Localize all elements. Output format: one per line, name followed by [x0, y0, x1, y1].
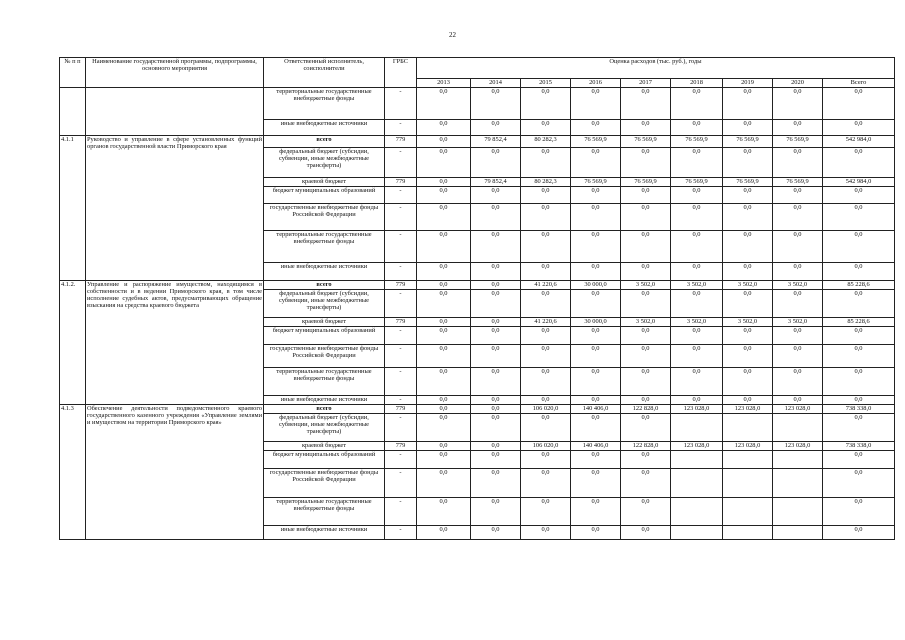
funding-source: иные внебюджетные источники [264, 526, 385, 540]
header-name: Наименование государственной программы, подпрограммы, основного мероприятия [86, 58, 264, 88]
expense-value: 0,0 [571, 187, 621, 204]
expense-value: 0,0 [471, 405, 521, 414]
expense-value: 0,0 [671, 263, 723, 281]
expense-value: 0,0 [571, 204, 621, 231]
expense-value: 0,0 [471, 526, 521, 540]
expense-value: 76 569,9 [671, 136, 723, 148]
expense-value: 76 569,9 [723, 178, 773, 187]
expense-value: 738 338,0 [823, 405, 895, 414]
grbs-code: - [385, 526, 417, 540]
grbs-code: - [385, 345, 417, 368]
expense-value: 0,0 [417, 451, 471, 469]
budget-table [59, 57, 895, 540]
measure-number: 4.1.1 [60, 136, 86, 281]
expense-value: 0,0 [521, 469, 571, 498]
grbs-code: - [385, 187, 417, 204]
expense-value: 0,0 [417, 88, 471, 120]
expense-value: 85 228,6 [823, 318, 895, 327]
expense-value: 0,0 [417, 281, 471, 290]
expense-value: 0,0 [521, 345, 571, 368]
expense-value: 0,0 [773, 290, 823, 318]
expense-value [671, 451, 723, 469]
expense-value: 0,0 [417, 345, 471, 368]
expense-value: 123 028,0 [773, 405, 823, 414]
expense-value: 0,0 [521, 396, 571, 405]
header-year: 2019 [723, 79, 773, 88]
expense-value: 0,0 [823, 327, 895, 345]
table-body [60, 88, 895, 540]
expense-value: 0,0 [773, 396, 823, 405]
expense-value: 0,0 [521, 204, 571, 231]
expense-value: 0,0 [471, 442, 521, 451]
expense-value: 123 028,0 [671, 442, 723, 451]
expense-value: 3 502,0 [621, 318, 671, 327]
expense-value: 0,0 [471, 327, 521, 345]
expense-value: 0,0 [723, 396, 773, 405]
expense-value: 0,0 [571, 396, 621, 405]
expense-value: 0,0 [417, 368, 471, 396]
expense-value: 76 569,9 [773, 178, 823, 187]
table-row [60, 88, 895, 120]
expense-value: 41 220,6 [521, 318, 571, 327]
expense-value: 0,0 [571, 148, 621, 178]
expense-value: 0,0 [471, 263, 521, 281]
expense-value: 0,0 [521, 187, 571, 204]
grbs-code: - [385, 327, 417, 345]
measure-name: Управление и распоряжение имуществом, находящимся в собственности и в ведении Приморского края, в том числе исполнение судебных актов, предусматривающих обращение взыскания на средства краевого бюджета [86, 281, 264, 405]
expense-value [671, 526, 723, 540]
page-number: 22 [449, 31, 456, 39]
expense-value: 0,0 [823, 526, 895, 540]
header-year: 2014 [471, 79, 521, 88]
header-expenses: Оценка расходов (тыс. руб.), годы [417, 58, 895, 79]
expense-value: 0,0 [723, 263, 773, 281]
expense-value: 0,0 [521, 290, 571, 318]
expense-value: 0,0 [571, 345, 621, 368]
expense-value: 0,0 [621, 231, 671, 263]
expense-value [671, 498, 723, 526]
expense-value: 0,0 [773, 263, 823, 281]
expense-value: 0,0 [471, 88, 521, 120]
expense-value: 79 852,4 [471, 136, 521, 148]
expense-value: 106 020,0 [521, 405, 571, 414]
expense-value: 30 000,0 [571, 281, 621, 290]
expense-value: 3 502,0 [671, 281, 723, 290]
funding-source: государственные внебюджетные фонды Российской Федерации [264, 204, 385, 231]
expense-value: 0,0 [417, 405, 471, 414]
expense-value: 0,0 [621, 414, 671, 442]
expense-value: 0,0 [571, 120, 621, 136]
expense-value: 0,0 [671, 231, 723, 263]
expense-value: 0,0 [521, 148, 571, 178]
expense-value: 0,0 [417, 498, 471, 526]
grbs-code: 779 [385, 136, 417, 148]
expense-value: 79 852,4 [471, 178, 521, 187]
expense-value: 0,0 [621, 290, 671, 318]
expense-value: 0,0 [621, 120, 671, 136]
funding-source: территориальные государственные внебюджетные фонды [264, 231, 385, 263]
expense-value: 0,0 [521, 526, 571, 540]
expense-value: 0,0 [471, 148, 521, 178]
expense-value: 0,0 [417, 187, 471, 204]
header-year: 2013 [417, 79, 471, 88]
expense-value: 0,0 [571, 368, 621, 396]
grbs-code: - [385, 231, 417, 263]
expense-value: 0,0 [417, 231, 471, 263]
expense-value: 140 406,0 [571, 405, 621, 414]
grbs-code: - [385, 88, 417, 120]
expense-value: 0,0 [773, 345, 823, 368]
expense-value: 0,0 [723, 290, 773, 318]
expense-value: 41 220,6 [521, 281, 571, 290]
expense-value: 0,0 [417, 318, 471, 327]
table-row [60, 405, 895, 414]
expense-value: 0,0 [471, 396, 521, 405]
funding-source: иные внебюджетные источники [264, 120, 385, 136]
expense-value: 0,0 [823, 469, 895, 498]
expense-value: 0,0 [773, 187, 823, 204]
expense-value: 0,0 [471, 120, 521, 136]
expense-value: 123 028,0 [723, 405, 773, 414]
expense-value: 0,0 [621, 204, 671, 231]
expense-value: 0,0 [621, 327, 671, 345]
expense-value: 0,0 [823, 187, 895, 204]
expense-value: 0,0 [621, 88, 671, 120]
expense-value: 3 502,0 [671, 318, 723, 327]
expense-value: 0,0 [571, 414, 621, 442]
expense-value: 0,0 [671, 290, 723, 318]
expense-value: 80 282,3 [521, 136, 571, 148]
funding-source: всего [264, 405, 385, 414]
expense-value: 0,0 [521, 414, 571, 442]
expense-value [773, 414, 823, 442]
funding-source: краевой бюджет [264, 178, 385, 187]
expense-value: 0,0 [773, 204, 823, 231]
expense-value: 140 406,0 [571, 442, 621, 451]
expense-value: 0,0 [621, 498, 671, 526]
expense-value: 0,0 [471, 469, 521, 498]
expense-value: 0,0 [417, 526, 471, 540]
expense-value: 0,0 [671, 120, 723, 136]
expense-value: 0,0 [471, 290, 521, 318]
expense-value: 0,0 [823, 451, 895, 469]
expense-value: 0,0 [521, 368, 571, 396]
expense-value: 0,0 [621, 469, 671, 498]
expense-value: 0,0 [621, 187, 671, 204]
expense-value: 106 020,0 [521, 442, 571, 451]
funding-source: иные внебюджетные источники [264, 263, 385, 281]
funding-source: бюджет муниципальных образований [264, 187, 385, 204]
table-row [60, 136, 895, 148]
expense-value: 0,0 [773, 231, 823, 263]
expense-value: 0,0 [773, 368, 823, 396]
expense-value: 122 828,0 [621, 442, 671, 451]
funding-source: иные внебюджетные источники [264, 396, 385, 405]
grbs-code: - [385, 120, 417, 136]
expense-value: 76 569,9 [571, 178, 621, 187]
expense-value [723, 414, 773, 442]
expense-value: 30 000,0 [571, 318, 621, 327]
expense-value: 0,0 [773, 88, 823, 120]
expense-value: 0,0 [621, 396, 671, 405]
expense-value: 0,0 [723, 204, 773, 231]
expense-value: 123 028,0 [773, 442, 823, 451]
funding-source: государственные внебюджетные фонды Российской Федерации [264, 345, 385, 368]
expense-value: 76 569,9 [773, 136, 823, 148]
expense-value: 0,0 [471, 345, 521, 368]
expense-value: 0,0 [823, 231, 895, 263]
expense-value: 0,0 [521, 451, 571, 469]
expense-value [671, 414, 723, 442]
grbs-code: - [385, 263, 417, 281]
grbs-code: 779 [385, 318, 417, 327]
expense-value: 0,0 [823, 290, 895, 318]
expense-value [773, 451, 823, 469]
expense-value: 0,0 [471, 414, 521, 442]
expense-value: 3 502,0 [773, 281, 823, 290]
expense-value: 0,0 [417, 148, 471, 178]
header-year: 2018 [671, 79, 723, 88]
expense-value: 0,0 [521, 327, 571, 345]
grbs-code: 779 [385, 281, 417, 290]
header-year: 2015 [521, 79, 571, 88]
expense-value: 3 502,0 [723, 318, 773, 327]
expense-value [723, 469, 773, 498]
expense-value: 122 828,0 [621, 405, 671, 414]
expense-value: 0,0 [671, 396, 723, 405]
grbs-code: - [385, 498, 417, 526]
measure-name [86, 88, 264, 136]
expense-value: 0,0 [621, 368, 671, 396]
expense-value: 0,0 [471, 231, 521, 263]
expense-value: 0,0 [571, 327, 621, 345]
expense-value [671, 469, 723, 498]
expense-value: 76 569,9 [621, 178, 671, 187]
expense-value: 0,0 [723, 148, 773, 178]
expense-value: 0,0 [671, 204, 723, 231]
measure-number: 4.1.3 [60, 405, 86, 540]
expense-value: 0,0 [471, 318, 521, 327]
funding-source: бюджет муниципальных образований [264, 451, 385, 469]
expense-value: 0,0 [773, 327, 823, 345]
expense-value: 0,0 [471, 451, 521, 469]
funding-source: государственные внебюджетные фонды Российской Федерации [264, 469, 385, 498]
grbs-code: - [385, 451, 417, 469]
expense-value: 0,0 [417, 204, 471, 231]
expense-value: 0,0 [417, 263, 471, 281]
expense-value [723, 498, 773, 526]
expense-value: 0,0 [723, 231, 773, 263]
funding-source: федеральный бюджет (субсидии, субвенции, иные межбюджетные трансферты) [264, 290, 385, 318]
expense-value: 76 569,9 [723, 136, 773, 148]
expense-value: 0,0 [521, 88, 571, 120]
expense-value: 0,0 [571, 469, 621, 498]
grbs-code: - [385, 148, 417, 178]
expense-value: 0,0 [621, 263, 671, 281]
funding-source: бюджет муниципальных образований [264, 327, 385, 345]
grbs-code: - [385, 469, 417, 498]
expense-value: 0,0 [417, 396, 471, 405]
expense-value: 0,0 [671, 368, 723, 396]
expense-value: 76 569,9 [621, 136, 671, 148]
expense-value: 0,0 [571, 526, 621, 540]
expense-value: 0,0 [571, 290, 621, 318]
expense-value: 0,0 [823, 204, 895, 231]
measure-number [60, 88, 86, 136]
expense-value: 0,0 [417, 469, 471, 498]
expense-value: 0,0 [671, 187, 723, 204]
expense-value: 0,0 [417, 136, 471, 148]
header-year: 2020 [773, 79, 823, 88]
expense-value: 3 502,0 [621, 281, 671, 290]
expense-value [723, 526, 773, 540]
funding-source: всего [264, 281, 385, 290]
expense-value: 0,0 [571, 231, 621, 263]
grbs-code: - [385, 290, 417, 318]
expense-value: 0,0 [571, 498, 621, 526]
expense-value: 0,0 [773, 148, 823, 178]
header-no: № п п [60, 58, 86, 88]
expense-value: 0,0 [521, 231, 571, 263]
grbs-code: - [385, 368, 417, 396]
expense-value: 0,0 [823, 368, 895, 396]
expense-value: 76 569,9 [671, 178, 723, 187]
expense-value [723, 451, 773, 469]
expense-value: 0,0 [823, 498, 895, 526]
expense-value [773, 526, 823, 540]
grbs-code: 779 [385, 178, 417, 187]
expense-value: 0,0 [621, 345, 671, 368]
expense-value: 0,0 [671, 88, 723, 120]
expense-value: 0,0 [723, 327, 773, 345]
expense-value: 0,0 [471, 187, 521, 204]
expense-value: 3 502,0 [773, 318, 823, 327]
expense-value: 0,0 [823, 148, 895, 178]
measure-name: Руководство и управление в сфере установленных функций органов государственной власти Приморского края [86, 136, 264, 281]
grbs-code: 779 [385, 405, 417, 414]
expense-value: 0,0 [471, 368, 521, 396]
funding-source: краевой бюджет [264, 318, 385, 327]
funding-source: территориальные государственные внебюджетные фонды [264, 88, 385, 120]
funding-source: федеральный бюджет (субсидии, субвенции, иные межбюджетные трансферты) [264, 148, 385, 178]
expense-value: 0,0 [471, 498, 521, 526]
expense-value: 0,0 [823, 396, 895, 405]
expense-value: 0,0 [823, 414, 895, 442]
expense-value: 0,0 [571, 263, 621, 281]
expense-value: 0,0 [621, 148, 671, 178]
expense-value: 0,0 [621, 451, 671, 469]
expense-value [773, 498, 823, 526]
expense-value: 123 028,0 [723, 442, 773, 451]
expense-value: 0,0 [571, 451, 621, 469]
expense-value: 0,0 [521, 498, 571, 526]
expense-value: 0,0 [471, 204, 521, 231]
expense-value: 0,0 [521, 120, 571, 136]
header-year: 2017 [621, 79, 671, 88]
expense-value: 0,0 [471, 281, 521, 290]
table-row [60, 281, 895, 290]
expense-value: 0,0 [773, 120, 823, 136]
expense-value [773, 469, 823, 498]
expense-value: 0,0 [823, 88, 895, 120]
grbs-code: - [385, 396, 417, 405]
funding-source: федеральный бюджет (субсидии, субвенции, иные межбюджетные трансферты) [264, 414, 385, 442]
expense-value: 0,0 [671, 148, 723, 178]
expense-value: 80 282,3 [521, 178, 571, 187]
expense-value: 85 228,6 [823, 281, 895, 290]
expense-value: 0,0 [417, 178, 471, 187]
expense-value: 0,0 [723, 120, 773, 136]
grbs-code: 779 [385, 442, 417, 451]
funding-source: территориальные государственные внебюджетные фонды [264, 368, 385, 396]
expense-value: 0,0 [521, 263, 571, 281]
expense-value: 0,0 [571, 88, 621, 120]
expense-value: 0,0 [823, 345, 895, 368]
expense-value: 0,0 [723, 345, 773, 368]
header-executor: Ответственный исполнитель, соисполнители [264, 58, 385, 88]
measure-name: Обеспечение деятельности подведомственного краевого государственного казенного учреждения «Управление землями и имуществом на территории Приморского края» [86, 405, 264, 540]
expense-value: 542 984,0 [823, 178, 895, 187]
funding-source: территориальные государственные внебюджетные фонды [264, 498, 385, 526]
expense-value: 76 569,9 [571, 136, 621, 148]
funding-source: всего [264, 136, 385, 148]
measure-number: 4.1.2. [60, 281, 86, 405]
expense-value: 0,0 [723, 187, 773, 204]
funding-source: краевой бюджет [264, 442, 385, 451]
grbs-code: - [385, 204, 417, 231]
expense-value: 0,0 [417, 120, 471, 136]
header-grbs: ГРБС [385, 58, 417, 88]
expense-value: 0,0 [417, 327, 471, 345]
expense-value: 738 338,0 [823, 442, 895, 451]
expense-value: 0,0 [823, 120, 895, 136]
expense-value: 0,0 [417, 290, 471, 318]
expense-value: 0,0 [417, 442, 471, 451]
expense-value: 3 502,0 [723, 281, 773, 290]
header-year: 2016 [571, 79, 621, 88]
expense-value: 123 028,0 [671, 405, 723, 414]
expense-value: 0,0 [723, 88, 773, 120]
expense-value: 0,0 [671, 345, 723, 368]
grbs-code: - [385, 414, 417, 442]
expense-value: 0,0 [723, 368, 773, 396]
expense-value: 0,0 [621, 526, 671, 540]
expense-value: 542 984,0 [823, 136, 895, 148]
expense-value: 0,0 [823, 263, 895, 281]
header-year: Всего [823, 79, 895, 88]
expense-value: 0,0 [417, 414, 471, 442]
expense-value: 0,0 [671, 327, 723, 345]
